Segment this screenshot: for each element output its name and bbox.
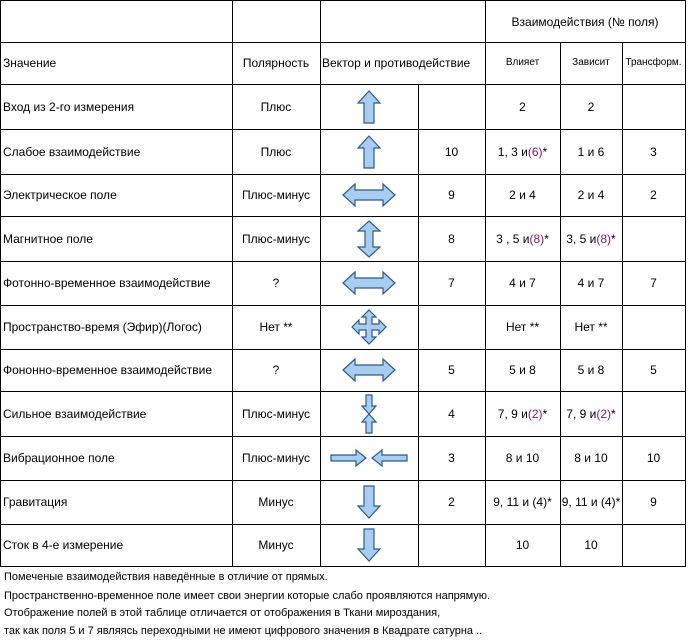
vector-cell bbox=[320, 349, 418, 391]
polarity-cell bbox=[232, 349, 320, 391]
vector-cell bbox=[320, 305, 418, 349]
field-number: 10 bbox=[444, 144, 459, 159]
row-name-cell bbox=[0, 129, 232, 174]
note-4: так как поля 5 и 7 являясь переходными не имеют цифрового значения в Квадрате сатурна .. bbox=[4, 625, 483, 637]
grid-line bbox=[320, 0, 321, 567]
grid-line bbox=[0, 42, 685, 43]
depends-cell bbox=[560, 349, 622, 391]
arrow-horizontal-double-icon bbox=[342, 271, 396, 295]
polarity-value: Плюс bbox=[260, 99, 292, 114]
row-name: Вибрационное поле bbox=[3, 451, 115, 465]
transform-cell bbox=[622, 480, 685, 524]
col-header-depends-text: Зависит bbox=[572, 57, 610, 68]
col-header-depends bbox=[560, 42, 622, 84]
row-name-cell bbox=[0, 480, 232, 524]
transform-cell bbox=[622, 391, 685, 436]
col-header-influences bbox=[485, 42, 560, 84]
col-header-vector bbox=[322, 56, 470, 70]
arrow-up-icon bbox=[357, 135, 381, 169]
depends-mark: * bbox=[611, 231, 616, 246]
influences-value: 9, 11 и (4)* bbox=[493, 495, 552, 509]
interaction-group-header bbox=[485, 8, 685, 36]
field-number-cell bbox=[418, 524, 485, 566]
interaction-group-text: Взаимодействия (№ поля) bbox=[511, 15, 659, 29]
influences-cell bbox=[485, 349, 560, 391]
grid-line bbox=[232, 0, 233, 567]
depends-value: 5 и 8 bbox=[577, 363, 605, 377]
col-header-transform-text: Трансформ. bbox=[625, 57, 682, 68]
grid-line bbox=[560, 42, 561, 567]
field-number-cell bbox=[418, 216, 485, 261]
vector-cell bbox=[320, 129, 418, 174]
influences-induced: (8) bbox=[529, 231, 545, 246]
arrow-down-icon bbox=[357, 528, 381, 562]
vector-cell bbox=[320, 261, 418, 305]
influences-cell bbox=[485, 129, 560, 174]
field-number: 3 bbox=[448, 451, 455, 465]
polarity-cell bbox=[232, 84, 320, 129]
grid-line bbox=[0, 0, 1, 566]
depends-value: Нет ** bbox=[574, 320, 608, 334]
row-name-cell bbox=[0, 305, 232, 349]
transform-cell bbox=[622, 349, 685, 391]
influences-value: 2 bbox=[519, 99, 526, 114]
depends-cell bbox=[560, 261, 622, 305]
depends-cell bbox=[560, 84, 622, 129]
vector-cell bbox=[320, 174, 418, 216]
influences-cell bbox=[485, 305, 560, 349]
depends-value: 8 и 10 bbox=[574, 451, 608, 465]
vector-cell bbox=[320, 524, 418, 566]
depends-cell bbox=[560, 436, 622, 480]
col-header-polarity bbox=[232, 42, 320, 84]
depends-value: 3, 5 и bbox=[566, 231, 597, 246]
transform-cell bbox=[622, 84, 685, 129]
depends-value: 2 и 4 bbox=[577, 188, 605, 202]
arrow-converging-horizontal-icon bbox=[330, 448, 408, 468]
transform-value: 10 bbox=[646, 451, 661, 465]
influences-cell bbox=[485, 216, 560, 261]
influences-mark: * bbox=[542, 406, 548, 421]
vector-cell bbox=[320, 216, 418, 261]
depends-cell bbox=[560, 305, 622, 349]
polarity-cell bbox=[232, 174, 320, 216]
grid-line bbox=[0, 261, 685, 262]
field-number: 7 bbox=[448, 276, 455, 290]
row-name: Сток в 4-е измерение bbox=[3, 538, 124, 552]
depends-cell bbox=[560, 174, 622, 216]
polarity-value: Плюс-минус bbox=[241, 451, 311, 465]
arrow-horizontal-double-icon bbox=[342, 358, 396, 382]
influences-value: 1, 3 и bbox=[497, 144, 528, 159]
col-header-vector-text: Вектор и противодействие bbox=[322, 56, 471, 70]
row-name-cell bbox=[0, 524, 232, 566]
field-number: 5 bbox=[448, 363, 455, 377]
row-name-cell bbox=[0, 84, 232, 129]
row-name: Гравитация bbox=[3, 495, 68, 509]
polarity-value: Нет ** bbox=[259, 320, 293, 334]
grid-line bbox=[0, 0, 685, 1]
row-name-cell bbox=[0, 216, 232, 261]
influences-value: Нет ** bbox=[505, 320, 540, 334]
influences-cell bbox=[485, 436, 560, 480]
col-header-transform bbox=[622, 42, 685, 84]
influences-cell bbox=[485, 174, 560, 216]
influences-cell bbox=[485, 391, 560, 436]
polarity-cell bbox=[232, 261, 320, 305]
transform-cell bbox=[622, 216, 685, 261]
depends-induced: (8) bbox=[596, 231, 612, 246]
arrow-horizontal-double-icon bbox=[342, 183, 396, 207]
field-number-cell bbox=[418, 129, 485, 174]
field-number-cell bbox=[418, 261, 485, 305]
note-3: Отображение полей в этой таблице отличается от отображения в Ткани мироздания, bbox=[4, 607, 441, 619]
vector-cell bbox=[320, 391, 418, 436]
field-number: 4 bbox=[448, 406, 455, 421]
arrow-vertical-double-icon bbox=[357, 220, 381, 258]
depends-value: 1 и 6 bbox=[577, 144, 605, 159]
influences-cell bbox=[485, 524, 560, 566]
polarity-value: Плюс-минус bbox=[241, 406, 311, 421]
field-number: 8 bbox=[448, 231, 455, 246]
arrow-four-way-icon bbox=[351, 309, 387, 345]
grid-line bbox=[0, 566, 685, 567]
row-name: Слабое взаимодействие bbox=[3, 144, 141, 159]
influences-value: 5 и 8 bbox=[509, 363, 536, 377]
polarity-cell bbox=[232, 480, 320, 524]
influences-induced: (6) bbox=[527, 144, 543, 159]
row-name: Магнитное поле bbox=[3, 231, 93, 246]
depends-cell bbox=[560, 129, 622, 174]
polarity-cell bbox=[232, 391, 320, 436]
influences-value: 10 bbox=[515, 538, 530, 552]
polarity-cell bbox=[232, 524, 320, 566]
influences-mark: * bbox=[544, 231, 549, 246]
polarity-value: ? bbox=[272, 363, 280, 377]
transform-value: 5 bbox=[650, 363, 657, 377]
influences-value: 2 и 4 bbox=[509, 188, 536, 202]
grid-line bbox=[0, 349, 685, 350]
grid-line bbox=[0, 436, 685, 437]
polarity-cell bbox=[232, 305, 320, 349]
vector-cell bbox=[320, 480, 418, 524]
grid-line bbox=[0, 305, 685, 306]
influences-value: 3 , 5 и bbox=[496, 231, 530, 246]
polarity-value: ? bbox=[272, 276, 280, 290]
grid-line bbox=[685, 0, 686, 567]
grid-line bbox=[418, 84, 419, 567]
influences-value: 8 и 10 bbox=[505, 451, 540, 465]
polarity-value: Минус bbox=[258, 495, 294, 509]
influences-cell bbox=[485, 261, 560, 305]
polarity-value: Плюс-минус bbox=[241, 231, 311, 246]
row-name: Фотонно-временное взаимодействие bbox=[3, 276, 211, 290]
depends-value: 10 bbox=[584, 538, 598, 552]
grid-line bbox=[0, 84, 685, 85]
grid-line bbox=[0, 174, 685, 175]
grid-line bbox=[0, 216, 685, 217]
row-name: Электрическое поле bbox=[3, 188, 117, 202]
field-number: 9 bbox=[448, 188, 455, 202]
polarity-cell bbox=[232, 436, 320, 480]
depends-value: 4 и 7 bbox=[577, 276, 605, 290]
influences-value: 7, 9 и bbox=[497, 406, 528, 421]
transform-value: 3 bbox=[650, 144, 657, 159]
depends-induced: (2) bbox=[596, 406, 612, 421]
vector-cell bbox=[320, 436, 418, 480]
grid-line bbox=[0, 391, 685, 392]
field-number-cell bbox=[418, 174, 485, 216]
col-header-polarity-text: Полярность bbox=[242, 56, 310, 70]
transform-cell bbox=[622, 174, 685, 216]
depends-mark: * bbox=[611, 406, 616, 421]
transform-value: 9 bbox=[650, 495, 657, 509]
field-number: 2 bbox=[448, 495, 455, 509]
note-1: Помеченые взаимодействия наведённые в отличие от прямых. bbox=[4, 571, 328, 583]
field-number-cell bbox=[418, 84, 485, 129]
row-name: Сильное взаимодействие bbox=[3, 406, 147, 421]
row-name: Фононно-временное взаимодействие bbox=[3, 363, 213, 377]
transform-cell bbox=[622, 261, 685, 305]
field-number-cell bbox=[418, 349, 485, 391]
col-header-meaning bbox=[0, 42, 232, 84]
transform-cell bbox=[622, 129, 685, 174]
depends-cell bbox=[560, 391, 622, 436]
polarity-cell bbox=[232, 216, 320, 261]
col-header-meaning-text: Значение bbox=[3, 56, 57, 70]
polarity-value: Плюс-минус bbox=[241, 188, 311, 202]
depends-cell bbox=[560, 524, 622, 566]
depends-cell bbox=[560, 480, 622, 524]
depends-value: 9, 11 и (4)* bbox=[561, 495, 621, 509]
influences-cell bbox=[485, 480, 560, 524]
field-number-cell bbox=[418, 480, 485, 524]
transform-value: 2 bbox=[650, 188, 657, 202]
influences-value: 4 и 7 bbox=[509, 276, 536, 290]
field-number-cell bbox=[418, 436, 485, 480]
grid-line bbox=[0, 480, 685, 481]
transform-value: 7 bbox=[650, 276, 657, 290]
field-number-cell bbox=[418, 305, 485, 349]
grid-line bbox=[485, 0, 486, 567]
note-2: Пространственно-временное поле имеет свои энергии которые слабо проявляются напрямую. bbox=[4, 590, 491, 602]
arrow-down-icon bbox=[357, 485, 381, 519]
grid-line bbox=[0, 524, 685, 525]
row-name-cell bbox=[0, 174, 232, 216]
depends-value: 7, 9 и bbox=[566, 406, 597, 421]
depends-cell bbox=[560, 216, 622, 261]
grid-line bbox=[622, 42, 623, 567]
influences-mark: * bbox=[542, 144, 548, 159]
influences-cell bbox=[485, 84, 560, 129]
row-name-cell bbox=[0, 391, 232, 436]
polarity-cell bbox=[232, 129, 320, 174]
row-name: Вход из 2-го измерения bbox=[3, 99, 135, 114]
arrow-up-icon bbox=[357, 90, 381, 124]
vector-cell bbox=[320, 84, 418, 129]
transform-cell bbox=[622, 524, 685, 566]
row-name-cell bbox=[0, 261, 232, 305]
transform-cell bbox=[622, 305, 685, 349]
row-name-cell bbox=[0, 436, 232, 480]
field-number-cell bbox=[418, 391, 485, 436]
transform-cell bbox=[622, 436, 685, 480]
row-name-cell bbox=[0, 349, 232, 391]
polarity-value: Плюс bbox=[260, 144, 292, 159]
grid-line bbox=[0, 129, 685, 130]
row-name: Пространство-время (Эфир)(Логос) bbox=[3, 320, 202, 334]
col-header-influences-text: Влияет bbox=[505, 57, 540, 68]
influences-induced: (2) bbox=[527, 406, 543, 421]
depends-value: 2 bbox=[587, 99, 595, 114]
arrow-converging-vertical-icon bbox=[359, 394, 379, 434]
polarity-value: Минус bbox=[258, 538, 294, 552]
